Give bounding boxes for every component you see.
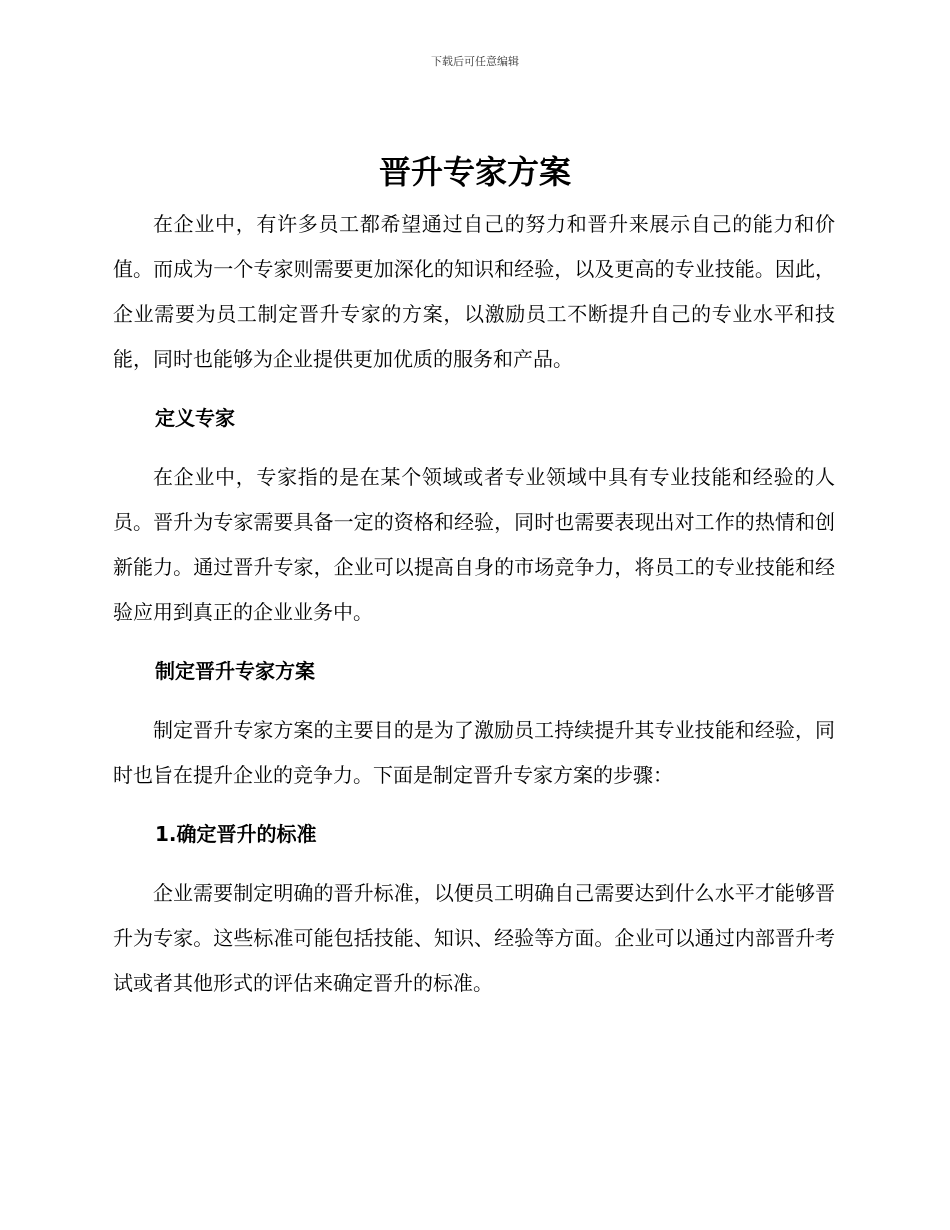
section-heading-plan: 制定晋升专家方案: [155, 659, 315, 683]
header-note: 下载后可任意编辑: [431, 55, 519, 68]
intro-paragraph: 在企业中，有许多员工都希望通过自己的努力和晋升来展示自己的能力和价值。而成为一个专家则需要更加深化的知识和经验，以及更高的专业技能。因此，企业需要为员工制定晋升专家的方案，以激励员工不断提升自己的专业水平和技能，同时也能够为企业提供更加优质的服务和产品。: [113, 212, 835, 371]
section-heading-criteria: 1.确定晋升的标准: [155, 822, 317, 846]
section-body-criteria: 企业需要制定明确的晋升标准，以便员工明确自己需要达到什么水平才能够晋升为专家。这些标准可能包括技能、知识、经验等方面。企业可以通过内部晋升考试或者其他形式的评估来确定晋升的标准。: [113, 881, 835, 995]
document-body: [113, 202, 835, 1006]
section-heading-define-expert: 定义专家: [155, 406, 235, 430]
document-title: 晋升专家方案: [378, 153, 571, 191]
section-body-define-expert: 在企业中，专家指的是在某个领域或者专业领域中具有专业技能和经验的人员。晋升为专家需要具备一定的资格和经验，同时也需要表现出对工作的热情和创新能力。通过晋升专家，企业可以提高自身的市场竞争力，将员工的专业技能和经验应用到真正的企业业务中。: [113, 465, 835, 624]
section-body-plan: 制定晋升专家方案的主要目的是为了激励员工持续提升其专业技能和经验，同时也旨在提升企业的竞争力。下面是制定晋升专家方案的步骤：: [113, 718, 835, 787]
